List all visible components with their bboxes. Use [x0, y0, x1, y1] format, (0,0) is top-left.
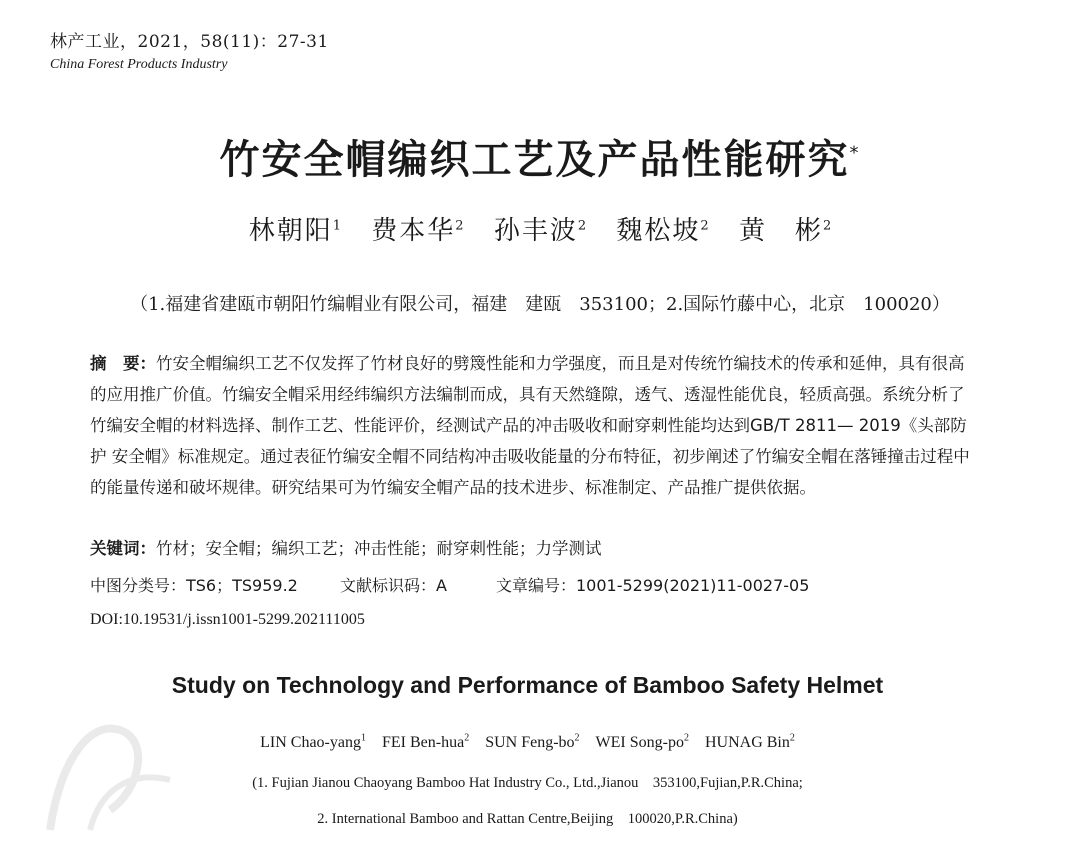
- keywords-cn: [90, 535, 602, 559]
- author-name: LIN Chao-yang: [260, 734, 361, 752]
- author-name: HUNAG Bin: [704, 734, 790, 752]
- author-list-cn: [0, 210, 1080, 247]
- title-cn-text: 竹安全帽编织工艺及产品性能研究: [219, 137, 850, 183]
- author-name: 黄 彬: [738, 216, 823, 246]
- document-code: 文献标识码：A: [340, 576, 447, 595]
- author-name: 费本华: [371, 216, 456, 246]
- clc-number: 中图分类号：TS6；TS959.2: [90, 576, 298, 595]
- author-cn: [739, 216, 831, 246]
- author-name: 林朝阳: [248, 216, 333, 246]
- affiliation-en-2: 2. International Bamboo and Rattan Centre,Beijing 100020,P.R.China): [317, 811, 738, 827]
- affiliation-en-1: (1. Fujian Jianou Chaoyang Bamboo Hat Industry Co., Ltd.,Jianou 353100,Fujian,P.R.China;: [252, 775, 803, 791]
- author-affiliation-mark: 1: [332, 218, 342, 234]
- author-name: WEI Song-po: [595, 734, 684, 752]
- journal-citation: 林产工业，2021，58(11)：27-31: [50, 32, 329, 52]
- author-affiliation-mark: 2: [455, 218, 464, 234]
- author-name: 魏松坡: [616, 216, 701, 246]
- author-affiliation-mark: 2: [683, 733, 689, 744]
- paper-title-en: Study on Technology and Performance of Bamboo Safety Helmet: [171, 672, 884, 698]
- author-affiliation-mark: 1: [360, 733, 366, 744]
- journal-name-en: China Forest Products Industry: [50, 57, 228, 72]
- author-en: [705, 734, 795, 751]
- title-footnote-mark: *: [849, 142, 861, 164]
- paper-title-cn: [0, 128, 1080, 185]
- author-en: [485, 734, 579, 751]
- author-affiliation-mark: 2: [822, 218, 832, 234]
- author-cn: [371, 216, 463, 246]
- author-affiliation-mark: 2: [700, 218, 709, 234]
- author-name: 孙丰波: [493, 216, 578, 246]
- author-list-en: [0, 733, 1055, 752]
- author-affiliation-mark: 2: [574, 733, 580, 744]
- author-en: [260, 734, 366, 751]
- author-name: SUN Feng-bo: [485, 734, 575, 752]
- author-cn: [494, 216, 586, 246]
- author-en: [382, 734, 469, 751]
- doi: DOI:10.19531/j.issn1001-5299.202111005: [90, 611, 365, 628]
- author-affiliation-mark: 2: [577, 218, 587, 234]
- author-affiliation-mark: 2: [789, 733, 795, 744]
- author-affiliation-mark: 2: [464, 733, 470, 744]
- abstract-cn: [90, 348, 980, 503]
- author-cn: [616, 216, 708, 246]
- classification-line: [90, 573, 809, 596]
- abstract-label: 摘 要：: [90, 354, 156, 373]
- article-number: 文章编号：1001-5299(2021)11-0027-05: [496, 576, 810, 595]
- author-en: [596, 734, 689, 751]
- author-name: FEI Ben-hua: [381, 734, 465, 752]
- keywords-label: 关键词：: [90, 539, 156, 558]
- abstract-text: 竹安全帽编织工艺不仅发挥了竹材良好的劈篾性能和力学强度，而且是对传统竹编技术的传承和延伸，具有很高的应用推广价值。竹编安全帽采用经纬编织方法编制而成，具有天然缝隙，透气、透湿性能优良，轻质高强。系统分析了竹编安全帽的材料选择、制作工艺、性能评价，经测试产品的冲击吸收和耐穿刺性能均达到GB/T 2811— 2019《头部防护 安全帽》标准规定。通过表征竹编安全帽不同结构冲击吸收能量的分布特征，初步阐述了竹编安全帽在落锤撞击过程中的能量传递和破坏规律。研究结果可为竹编安全帽产品的技术进步、标准制定、产品推广提供依据。: [90, 354, 970, 497]
- author-cn: [249, 216, 341, 246]
- keywords-text: 竹材；安全帽；编织工艺；冲击性能；耐穿刺性能；力学测试: [156, 539, 602, 558]
- affiliation-cn: （1.福建省建瓯市朝阳竹编帽业有限公司，福建 建瓯 353100；2.国际竹藤中心，北京 100020）: [130, 294, 950, 315]
